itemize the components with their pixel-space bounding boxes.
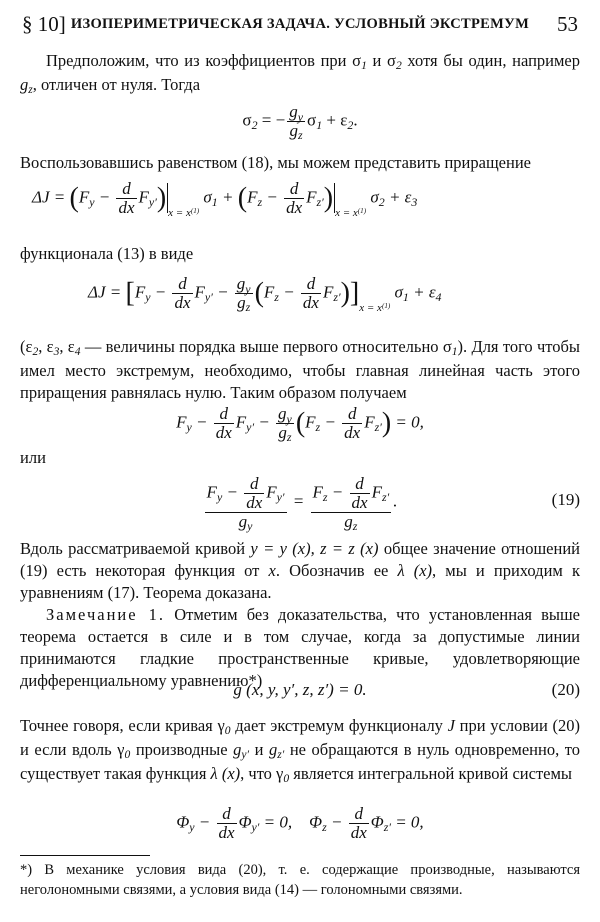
equation-delta-j-1: $\Delta J = (F_y$ − $\frac{d}{dx}$ $F_{y'}$) $_{x = x^{(1)}}$ $\sigma_1 + (F_z$ − $\frac{d}{dx}$ $F_{z'}$) $_{x = x^{(1)}}$ $\sigma_2 + \varepsilon_3$ [32,179,418,220]
paragraph-4: ($\varepsilon_2$, $\varepsilon_3$, $\varepsilon_4$ — величины порядка выше первого относительно $\sigma_1$). Для того чтобы имел место экстремум, необходимо, чтобы главная линейная часть этого приращения равнялась нулю. Таким образом получаем [20,337,581,402]
equation-19: $F_y$ − $\frac{d}{dx}$ $F_{y'}$ $g_y$ = $F_z$ − $\frac{d}{dx}$ $F_{z'}$ $g_z$ . [206,474,398,534]
paragraph-2: Воспользовавшись равенством (18), мы можем представить приращение [20,153,531,172]
page-number: 53 [557,12,578,36]
footnote: *) В механике условия вида (20), т. е. содержащие производные, называются неголономными связями, а условия вида (14) — голономными связями. [20,862,580,898]
equation-sigma2: $\sigma_2$ = − $\frac{g_y}{g_z}$ $\sigma_1 + \varepsilon_2$. [242,102,358,143]
running-header [22,12,578,36]
paragraph-6: Вдоль рассматриваемой кривой y = y (x), z = z (x) общее значение отношений (19) есть некоторая функция от x. Обозначив ее λ (x), мы и приходим к уравнениям (17). Теорема доказана. [20,539,580,602]
running-title: ИЗОПЕРИМЕТРИЧЕСКАЯ ЗАДАЧА. УСЛОВНЫЙ ЭКСТРЕМУМ [70,16,530,32]
equation-system: $\Phi_y$ − $\frac{d}{dx}$ $\Phi_{y'} = 0$, $\Phi_z$ − $\frac{d}{dx}$ $\Phi_{z'} = 0$, [176,804,424,842]
equation-20-number: (20) [551,680,580,699]
equation-20: g (x, y, y′, z, z′) = 0. [233,680,367,699]
equation-19-number: (19) [551,490,580,509]
paragraph-8: Точнее говоря, если кривая $\gamma_0$ дает экстремум функционалу J при условии (20) и если вдоль $\gamma_0$ производные $g_{y'}$ и $g_{z'}$ не обращаются в нуль одновременно, то существует такая функция λ (x), что $\gamma_0$ является интегральной кривой системы [20,716,581,786]
equation-delta-j-2: $\Delta J = [F_y$ − $\frac{d}{dx}$ $F_{y'}$ − $\frac{g_y}{g_z}$ ($F_z$ − $\frac{d}{dx}$ $F_{z'})]_{x = x^{(1)}}$ $\sigma_1 + \varepsilon_4$ [88,274,442,315]
section-marker: § 10] [22,12,66,36]
footnote-rule [20,855,150,856]
paragraph-1: Предположим, что из коэффициентов при $\sigma_1$ и $\sigma_2$ хотя бы один, например $g_z$, отличен от нуля. Тогда [20,51,581,97]
equation-euler-condition: $F_y$ − $\frac{d}{dx}$ $F_{y'}$ − $\frac{g_y}{g_z}$ ($F_z$ − $\frac{d}{dx}$ $F_{z'}) = 0$, [176,404,424,445]
paragraph-3: функционала (13) в виде [20,244,194,263]
remark-1: Замечание 1. Отметим без доказательства, что установленная выше теорема остается в силе и в том случае, когда за допустимые линии принимаются гладкие пространственные кривые, удовлетворяющие дифференциальному уравнению*) [20,605,580,690]
paragraph-5: или [20,448,46,467]
